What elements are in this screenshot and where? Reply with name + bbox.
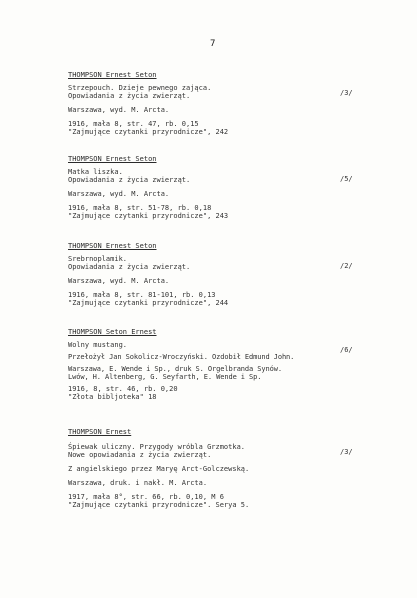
catalog-number: /5/ [340,175,353,183]
publisher-line: Warszawa, wyd. M. Arcta. [68,277,170,285]
title-line: Matka liszka. [68,168,123,176]
bibliography-entry [68,242,368,307]
catalog-number: /2/ [340,262,353,270]
series-line: "Złota bibljoteka" 18 [68,393,157,401]
series-line: "Zajmujące czytanki przyrodnicze". Serya 5. [68,501,250,509]
bibliography-entry [68,155,368,220]
publisher-line: Warszawa, druk. i nakł. M. Arcta. [68,479,208,487]
translator-line: Z angielskiego przez Maryę Arct-Golczewską. [68,465,250,473]
title-line: Strzepouch. Dzieje pewnego zająca. [68,84,212,92]
translator-line: Przełożył Jan Sokolicz-Wroczyński. Ozdobił Edmund John. [68,353,295,361]
series-line: "Zajmujące czytanki przyrodnicze", 244 [68,299,229,307]
author-heading: THOMPSON Ernest [68,428,132,436]
bibliography-entry [68,428,368,509]
subtitle-line: Nowe opowiadania z życia zwierząt. [68,451,212,459]
catalog-number: /3/ [340,89,353,97]
details-line: 1916, mała 8, str. 51-78, rb. 0,18 [68,204,212,212]
publisher-line: Warszawa, E. Wende i Sp., druk S. Orgelbranda Synów. [68,365,282,373]
bibliography-entry [68,71,368,136]
title-line: Śpiewak uliczny. Przygody wróbla Grzmotka. [68,443,246,451]
details-line: 1917, mała 8°, str. 66, rb. 0,10, M 6 [68,493,224,501]
subtitle-line: Opowiadania z życia zwierząt. [68,263,191,271]
series-line: "Zajmujące czytanki przyrodnicze", 243 [68,212,229,220]
details-line: 1916, 8, str. 46, rb. 0,20 [68,385,178,393]
publisher-line: Warszawa, wyd. M. Arcta. [68,106,170,114]
series-line: "Zajmujące czytanki przyrodnicze", 242 [68,128,229,136]
page-number: 7 [210,39,216,49]
catalog-number: /3/ [340,448,353,456]
author-heading: THOMPSON Ernest Seton [68,155,157,163]
publisher-line: Lwów, H. Altenberg, G. Seyfarth, E. Wende i Sp. [68,373,262,381]
title-line: Wolny mustang. [68,341,128,349]
author-heading: THOMPSON Ernest Seton [68,71,157,79]
subtitle-line: Opowiadania z życia zwierząt. [68,176,191,184]
subtitle-line: Opowiadania z życia zwierząt. [68,92,191,100]
publisher-line: Warszawa, wyd. M. Arcta. [68,190,170,198]
title-line: Srebrnoplamik. [68,255,128,263]
catalog-number: /6/ [340,346,353,354]
author-heading: THOMPSON Ernest Seton [68,242,157,250]
details-line: 1916, mała 8, str. 81-101, rb. 0,13 [68,291,216,299]
author-heading: THOMPSON Seton Ernest [68,328,157,336]
bibliography-entry [68,328,368,401]
details-line: 1916, mała 8, str. 47, rb. 0,15 [68,120,199,128]
